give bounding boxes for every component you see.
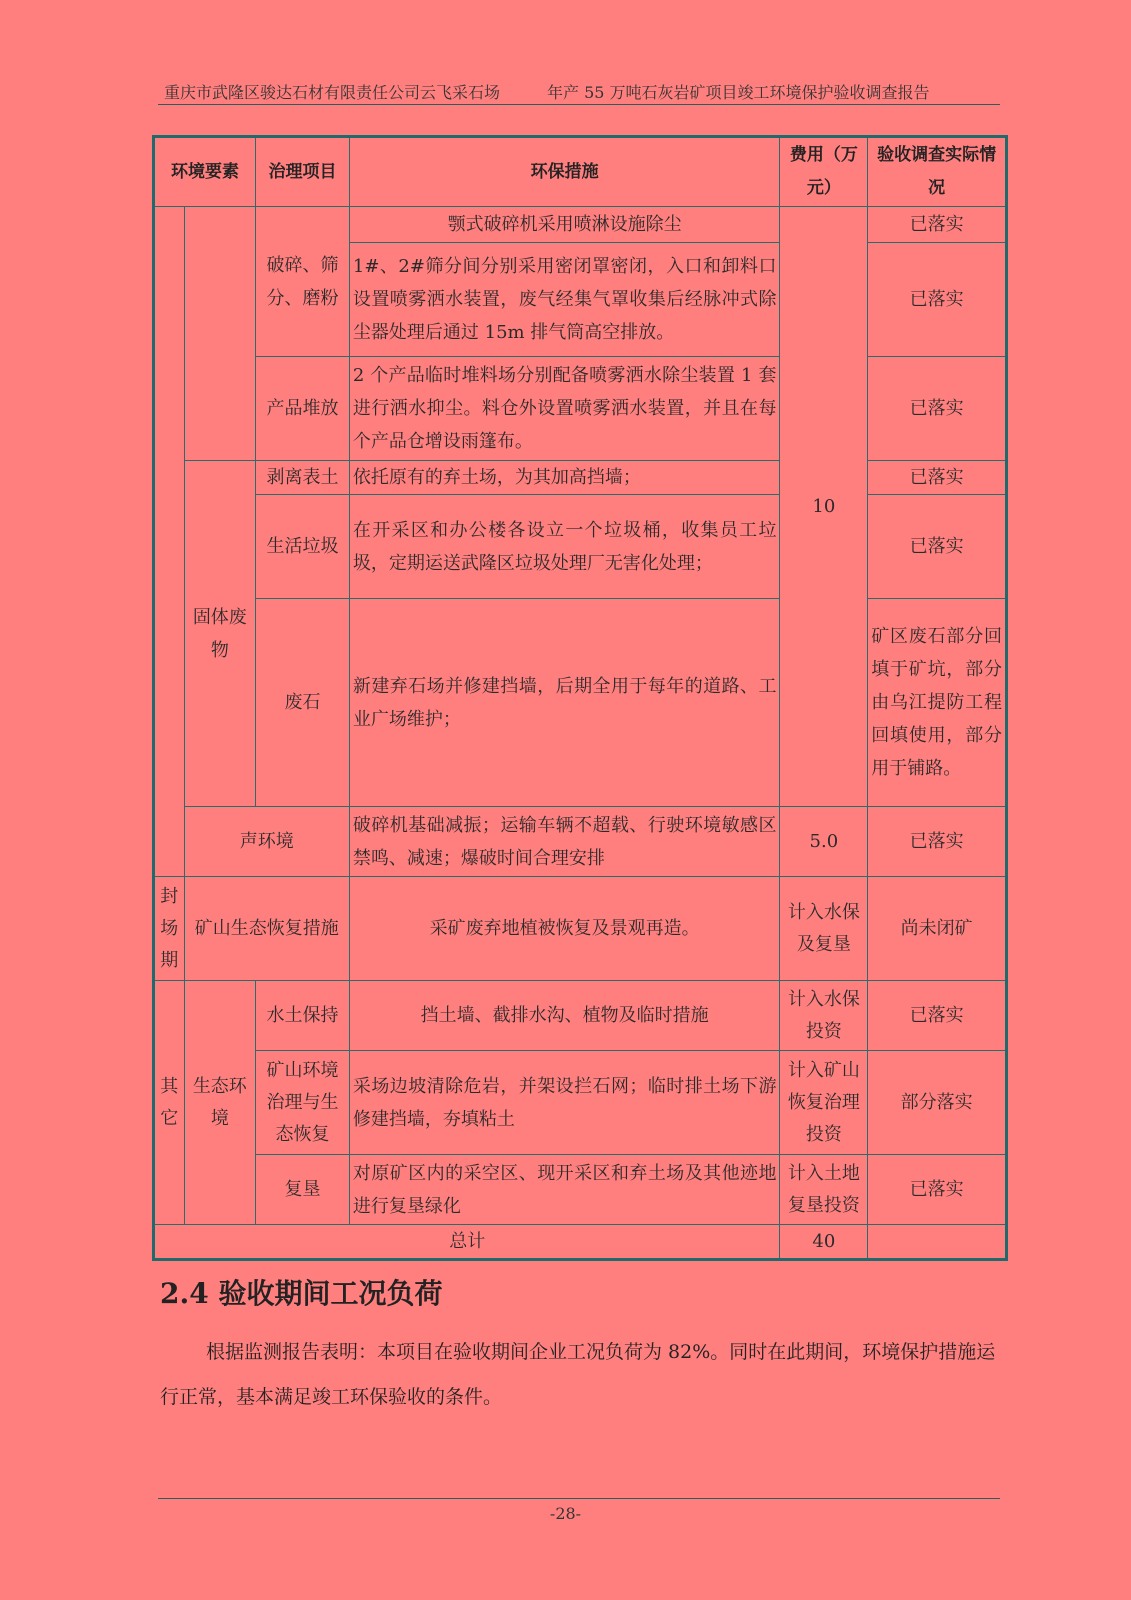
- measure-reclaim: 对原矿区内的采空区、现开采区和弃土场及其他迹地进行复垦绿化: [349, 1155, 780, 1225]
- element-closure: 矿山生态恢复措施: [184, 877, 349, 981]
- header-item: 治理项目: [256, 137, 350, 207]
- table-total-row: [154, 1225, 1007, 1260]
- item-reclaim: 复垦: [256, 1155, 350, 1225]
- cost-reclaim: 计入土地复垦投资: [780, 1155, 868, 1225]
- measure-product: 2 个产品临时堆料场分别配备喷雾洒水除尘装置 1 套进行洒水抑尘。料仓外设置喷雾洒水装置，并且在每个产品仓增设雨篷布。: [349, 357, 780, 461]
- status-crush-2: 已落实: [868, 243, 1007, 357]
- page-number: -28-: [549, 1504, 582, 1523]
- status-noise: 已落实: [868, 807, 1007, 877]
- measure-garbage: 在开采区和办公楼各设立一个垃圾桶，收集员工垃圾，定期运送武隆区垃圾处理厂无害化处理；: [349, 495, 780, 599]
- cost-water-soil: 计入水保投资: [780, 981, 868, 1051]
- element-eco: 生态环境: [184, 981, 255, 1225]
- measure-noise: 破碎机基础减振；运输车辆不超载、行驶环境敏感区禁鸣、减速；爆破时间合理安排: [349, 807, 780, 877]
- phase-closure: 封场期: [154, 877, 185, 981]
- cost-solid: 10: [780, 207, 868, 807]
- status-water-soil: 已落实: [868, 981, 1007, 1051]
- status-closure: 尚未闭矿: [868, 877, 1007, 981]
- table-row: [154, 807, 1007, 877]
- table-row: [154, 1051, 1007, 1155]
- cost-noise: 5.0: [780, 807, 868, 877]
- measure-crush-2: 1#、2#筛分间分别采用密闭罩密闭，入口和卸料口设置喷雾洒水装置，废气经集气罩收集后经脉冲式除尘器处理后通过 15m 排气筒高空排放。: [349, 243, 780, 357]
- status-waste-rock: 矿区废石部分回填于矿坑，部分由乌江提防工程回填使用，部分用于铺路。: [868, 599, 1007, 807]
- status-product: 已落实: [868, 357, 1007, 461]
- header-cost: 费用（万元）: [780, 137, 868, 207]
- status-reclaim: 已落实: [868, 1155, 1007, 1225]
- header-element: 环境要素: [154, 137, 256, 207]
- item-product: 产品堆放: [256, 357, 350, 461]
- status-garbage: 已落实: [868, 495, 1007, 599]
- item-water-soil: 水土保持: [256, 981, 350, 1051]
- element-cell-blank: [184, 207, 255, 461]
- section-paragraph: 根据监测报告表明：本项目在验收期间企业工况负荷为 82%。同时在此期间，环境保护措施运行正常，基本满足竣工环保验收的条件。: [160, 1341, 996, 1408]
- table-row: [154, 599, 1007, 807]
- item-crush: 破碎、筛分、磨粉: [256, 207, 350, 357]
- environmental-measures-table: [152, 135, 1008, 1261]
- total-status: [868, 1225, 1007, 1260]
- measure-mine-env: 采场边坡清除危岩，并架设拦石网；临时排土场下游修建挡墙，夯填粘土: [349, 1051, 780, 1155]
- table-row: [154, 877, 1007, 981]
- header-divider: [158, 104, 1000, 105]
- table-row: [154, 495, 1007, 599]
- cost-mine-env: 计入矿山恢复治理投资: [780, 1051, 868, 1155]
- measure-strip: 依托原有的弃土场，为其加高挡墙；: [349, 461, 780, 495]
- header-measure: 环保措施: [349, 137, 780, 207]
- element-solid-waste: 固体废物: [184, 461, 255, 807]
- cost-closure: 计入水保及复垦: [780, 877, 868, 981]
- section-heading: 2.4 验收期间工况负荷: [160, 1277, 443, 1310]
- table-row: [154, 207, 1007, 243]
- header-report-title: 年产 55 万吨石灰岩矿项目竣工环境保护验收调查报告: [547, 83, 930, 102]
- element-noise: 声环境: [184, 807, 349, 877]
- phase-cell-blank: [154, 207, 185, 877]
- measure-closure: 采矿废弃地植被恢复及景观再造。: [349, 877, 780, 981]
- phase-other: 其它: [154, 981, 185, 1225]
- status-strip: 已落实: [868, 461, 1007, 495]
- total-label: 总计: [154, 1225, 780, 1260]
- footer-divider: [158, 1498, 1000, 1499]
- status-crush-1: 已落实: [868, 207, 1007, 243]
- measure-crush-1: 颚式破碎机采用喷淋设施除尘: [349, 207, 780, 243]
- item-strip: 剥离表土: [256, 461, 350, 495]
- table-row: [154, 981, 1007, 1051]
- table-header-row: [154, 137, 1007, 207]
- header-status: 验收调查实际情况: [868, 137, 1007, 207]
- measure-water-soil: 挡土墙、截排水沟、植物及临时措施: [349, 981, 780, 1051]
- item-mine-env: 矿山环境治理与生态恢复: [256, 1051, 350, 1155]
- total-cost: 40: [780, 1225, 868, 1260]
- header-company: 重庆市武隆区骏达石材有限责任公司云飞采石场: [164, 83, 501, 102]
- table-row: [154, 461, 1007, 495]
- status-mine-env: 部分落实: [868, 1051, 1007, 1155]
- table-row: [154, 357, 1007, 461]
- page-header: [158, 78, 1000, 104]
- table-row: [154, 1155, 1007, 1225]
- item-waste-rock: 废石: [256, 599, 350, 807]
- measure-waste-rock: 新建弃石场并修建挡墙，后期全用于每年的道路、工业广场维护；: [349, 599, 780, 807]
- item-garbage: 生活垃圾: [256, 495, 350, 599]
